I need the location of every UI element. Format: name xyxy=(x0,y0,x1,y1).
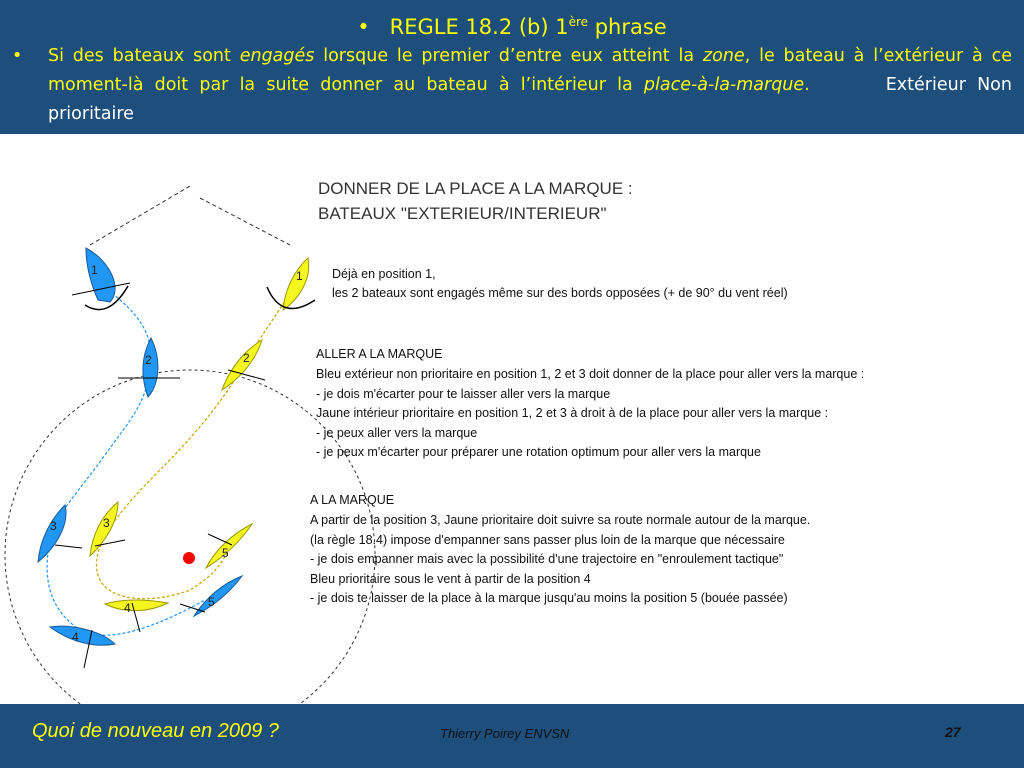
section3-line1: A partir de la position 3, Jaune prioritaire doit suivre sa route normale autour de la marque. xyxy=(310,513,811,527)
diagram-title-line2: BATEAUX "EXTERIEUR/INTERIEUR" xyxy=(318,204,607,223)
mark-rounding-diagram xyxy=(0,134,1024,704)
rule-paragraph xyxy=(12,42,1012,129)
title-after: phrase xyxy=(588,15,667,39)
rule-term-zone: zone xyxy=(702,46,745,66)
yellow-boat-2 xyxy=(222,340,265,390)
section1-line2: les 2 bateaux sont engagés même sur des bords opposées (+ de 90° du vent réel) xyxy=(332,286,788,300)
page-number: 27 xyxy=(945,724,961,740)
footer-title: Quoi de nouveau en 2009 ? xyxy=(32,720,279,742)
blue-boat-5 xyxy=(180,576,242,616)
yellow-label-2: 2 xyxy=(243,351,250,365)
section2-line4: - je peux aller vers la marque xyxy=(316,426,478,440)
section2-line3: Jaune intérieur prioritaire en position 1, 2 et 3 à droit à de la place pour aller vers la marque : xyxy=(316,406,829,420)
section2-heading: ALLER A LA MARQUE xyxy=(316,347,443,361)
rule-part-4: . xyxy=(804,75,810,95)
slide-header xyxy=(0,0,1024,134)
yellow-label-4: 4 xyxy=(124,601,131,615)
blue-track xyxy=(47,290,205,635)
wind-line-right xyxy=(200,198,290,245)
blue-label-1: 1 xyxy=(91,263,98,277)
section3-line5: - je dois te laisser de la place à la marque jusqu'au moins la position 5 (bouée passée) xyxy=(310,591,788,605)
rule-term-place: place-à-la-marque xyxy=(643,75,805,95)
yellow-label-1: 1 xyxy=(296,269,303,283)
section2-line5: - je peux m'écarter pour préparer une rotation optimum pour aller vers la marque xyxy=(316,445,761,459)
yellow-label-3: 3 xyxy=(103,516,110,530)
rule-term-engages: engagés xyxy=(239,46,315,66)
yellow-boat-5 xyxy=(206,524,252,568)
blue-boat-3 xyxy=(38,505,82,562)
blue-boat-2 xyxy=(118,338,180,397)
slide-footer xyxy=(0,704,1024,768)
title-text: REGLE 18.2 (b) 1 xyxy=(389,15,569,39)
rule-part-1: Si des bateaux sont xyxy=(48,46,240,66)
rule-part-3: , le bateau à l’extérieur à ce moment-là doit par la suite donner au bateau à l’intérieur la xyxy=(48,46,1012,95)
rule-status: Extérieur Non prioritaire xyxy=(48,75,1012,124)
blue-label-5: 5 xyxy=(208,595,215,609)
section3-line4: Bleu prioritaire sous le vent à partir de la position 4 xyxy=(310,572,591,586)
footer-author: Thierry Poirey ENVSN xyxy=(440,726,570,741)
blue-label-3: 3 xyxy=(50,519,57,533)
yellow-boat-1 xyxy=(267,258,315,310)
rule-bullet: • xyxy=(12,46,23,66)
blue-boat-4 xyxy=(50,626,115,668)
section3-heading: A LA MARQUE xyxy=(310,493,395,507)
yellow-label-5: 5 xyxy=(222,546,229,560)
blue-label-4: 4 xyxy=(72,630,79,644)
section1-line1: Déjà en position 1, xyxy=(332,267,436,281)
mark-buoy xyxy=(183,552,195,564)
yellow-boat-3 xyxy=(90,502,125,556)
diagram-title-line1: DONNER DE LA PLACE A LA MARQUE : xyxy=(318,179,633,198)
rule-text xyxy=(48,42,1012,129)
section2-line2: - je dois m'écarter pour te laisser aller vers la marque xyxy=(316,387,611,401)
section2-line1: Bleu extérieur non prioritaire en position 1, 2 et 3 doit donner de la place pour aller vers la marque : xyxy=(316,367,865,381)
title-sup: ère xyxy=(568,15,589,29)
title-bullet: • xyxy=(357,15,370,39)
blue-label-2: 2 xyxy=(145,353,152,367)
section3-line3: - je dois empanner mais avec la possibilité d'une trajectoire en "enroulement tactique" xyxy=(310,552,784,566)
yellow-boat-4 xyxy=(105,600,168,632)
wind-line-left xyxy=(90,186,190,245)
rule-part-2: lorsque le premier d’entre eux atteint la xyxy=(314,46,703,66)
yellow-track xyxy=(96,285,295,599)
section3-line2: (la règle 18.4) impose d'empanner sans passer plus loin de la marque que nécessaire xyxy=(310,533,785,547)
slide-title xyxy=(0,8,1024,41)
